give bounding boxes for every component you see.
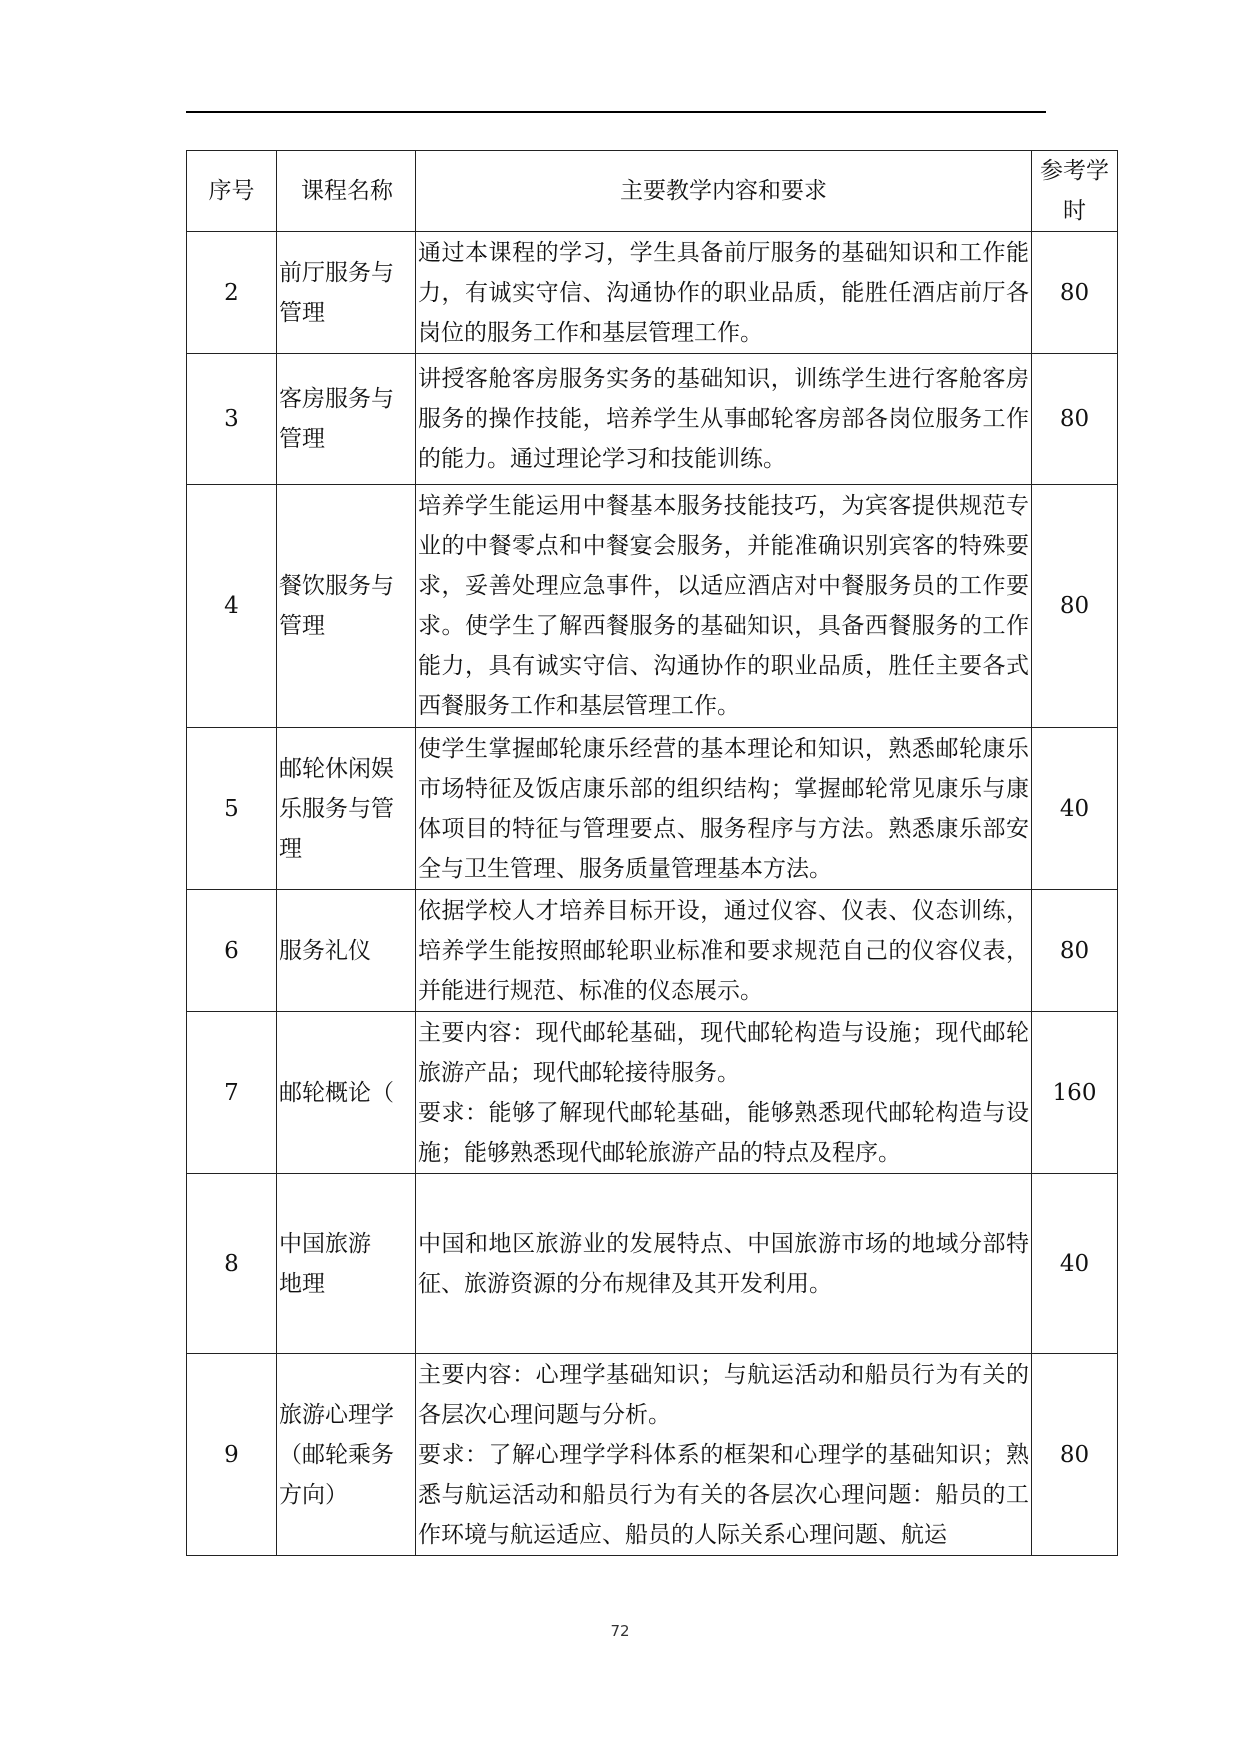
row-no: 5	[187, 728, 277, 890]
row-course-name: 邮轮休闲娱 乐服务与管 理	[277, 728, 416, 890]
row-hours: 80	[1032, 1354, 1118, 1556]
table-row	[187, 485, 1118, 728]
row-no: 8	[187, 1174, 277, 1354]
row-hours: 80	[1032, 232, 1118, 354]
row-course-name: 客房服务与 管理	[277, 354, 416, 485]
row-content: 依据学校人才培养目标开设，通过仪容、仪表、仪态训练，培养学生能按照邮轮职业标准和要求规范自己的仪容仪表，并能进行规范、标准的仪态展示。	[416, 890, 1032, 1012]
row-no: 7	[187, 1012, 277, 1174]
header-hours: 参考学 时	[1032, 151, 1118, 232]
row-hours: 80	[1032, 485, 1118, 728]
row-no: 2	[187, 232, 277, 354]
row-content: 主要内容：心理学基础知识；与航运活动和船员行为有关的各层次心理问题与分析。 要求：了解心理学学科体系的框架和心理学的基础知识；熟悉与航运活动和船员行为有关的各层次心理问题：船员的工作环境与航运适应、船员的人际关系心理问题、航运	[416, 1354, 1032, 1556]
row-no: 3	[187, 354, 277, 485]
header-rule	[186, 111, 1046, 113]
table-row	[187, 1012, 1118, 1174]
row-course-name: 旅游心理学 （邮轮乘务 方向）	[277, 1354, 416, 1556]
table-row	[187, 354, 1118, 485]
row-content: 培养学生能运用中餐基本服务技能技巧，为宾客提供规范专业的中餐零点和中餐宴会服务，并能准确识别宾客的特殊要求，妥善处理应急事件，以适应酒店对中餐服务员的工作要求。使学生了解西餐服务的基础知识，具备西餐服务的工作能力，具有诚实守信、沟通协作的职业品质，胜任主要各式西餐服务工作和基层管理工作。	[416, 485, 1032, 728]
header-no: 序号	[187, 151, 277, 232]
table-row	[187, 728, 1118, 890]
row-course-name: 中国旅游 地理	[277, 1174, 416, 1354]
row-content: 使学生掌握邮轮康乐经营的基本理论和知识，熟悉邮轮康乐市场特征及饭店康乐部的组织结构；掌握邮轮常见康乐与康体项目的特征与管理要点、服务程序与方法。熟悉康乐部安全与卫生管理、服务质量管理基本方法。	[416, 728, 1032, 890]
table-header-row	[187, 151, 1118, 232]
page-number: 72	[610, 1622, 630, 1640]
header-course-name: 课程名称	[277, 151, 416, 232]
row-content: 中国和地区旅游业的发展特点、中国旅游市场的地域分部特征、旅游资源的分布规律及其开发利用。	[416, 1174, 1032, 1354]
course-table	[186, 150, 1118, 1556]
row-no: 9	[187, 1354, 277, 1556]
row-no: 6	[187, 890, 277, 1012]
row-hours: 40	[1032, 1174, 1118, 1354]
table-row	[187, 890, 1118, 1012]
row-hours: 160	[1032, 1012, 1118, 1174]
row-course-name: 服务礼仪	[277, 890, 416, 1012]
row-course-name: 餐饮服务与 管理	[277, 485, 416, 728]
row-content: 通过本课程的学习，学生具备前厅服务的基础知识和工作能力，有诚实守信、沟通协作的职业品质，能胜任酒店前厅各岗位的服务工作和基层管理工作。	[416, 232, 1032, 354]
row-hours: 80	[1032, 354, 1118, 485]
row-course-name: 前厅服务与 管理	[277, 232, 416, 354]
row-content: 主要内容：现代邮轮基础，现代邮轮构造与设施；现代邮轮旅游产品；现代邮轮接待服务。 要求：能够了解现代邮轮基础，能够熟悉现代邮轮构造与设施；能够熟悉现代邮轮旅游产品的特点及程序。	[416, 1012, 1032, 1174]
header-content: 主要教学内容和要求	[416, 151, 1032, 232]
table-row	[187, 232, 1118, 354]
row-hours: 80	[1032, 890, 1118, 1012]
row-content: 讲授客舱客房服务实务的基础知识，训练学生进行客舱客房服务的操作技能，培养学生从事邮轮客房部各岗位服务工作的能力。通过理论学习和技能训练。	[416, 354, 1032, 485]
table-row	[187, 1354, 1118, 1556]
table-row	[187, 1174, 1118, 1354]
row-no: 4	[187, 485, 277, 728]
row-hours: 40	[1032, 728, 1118, 890]
row-course-name: 邮轮概论（	[277, 1012, 416, 1174]
